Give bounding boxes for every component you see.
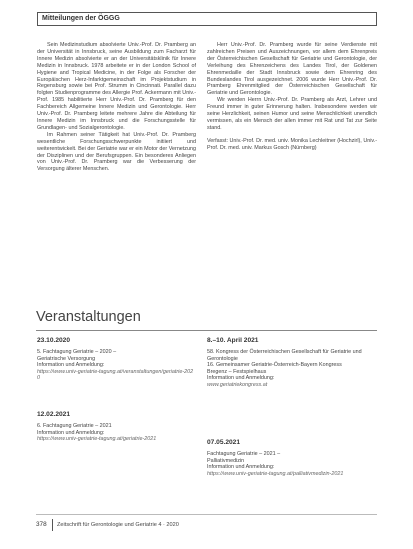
event-link[interactable]: https://www.univ-geriatrie-tagung.at/geriatrie-2021 xyxy=(37,436,157,443)
event-details xyxy=(207,451,377,477)
event-details xyxy=(207,349,377,389)
event-info-label: Information und Anmeldung: xyxy=(207,375,275,382)
event-title: 5. Fachtagung Geriatrie – 2020 – xyxy=(37,349,117,355)
footer-divider xyxy=(36,514,377,515)
event-link[interactable]: www.geriatriekongress.at xyxy=(207,381,268,388)
events-heading: Veranstaltungen xyxy=(36,309,141,325)
event-info-label: Information und Anmeldung: xyxy=(207,464,275,471)
events-divider xyxy=(36,330,377,331)
article-authors: Verfasst: Univ.-Prof. Dr. med. univ. Monika Lechleitner (Hochzirl), Univ.-Prof. Dr. med. univ. Markus Gosch (Nürnberg) xyxy=(207,137,377,151)
event-details xyxy=(37,349,195,382)
article-right-column xyxy=(207,42,377,152)
event-title: 58. Kongress der Österreichischen Gesellschaft für Geriatrie und Gerontologie xyxy=(207,349,362,362)
journal-title: Zeitschrift für Gerontologie und Geriatrie 4 · 2020 xyxy=(57,522,179,528)
event-info-label: Information und Anmeldung: xyxy=(37,362,105,369)
event-details xyxy=(37,423,195,443)
page-number: 378 xyxy=(36,521,47,528)
event-info-label: Information und Anmeldung: xyxy=(37,429,105,436)
footer-separator xyxy=(52,519,53,531)
event-location: Bregenz – Festspielhaus xyxy=(207,368,267,375)
article-paragraph: Wir werden Herrn Univ.-Prof. Dr. Pramberg als Arzt, Lehrer und Freund immer in guter Erinnerung halten. Insbesondere werden wir seine Herzlichkeit, seinen Humor und seine Menschlichkeit unendlich vermissen, als ein Mensch der allen immer mit Rat und Tat zur Seite stand. xyxy=(207,97,377,131)
event-title: Fachtagung Geriatrie – 2021 – xyxy=(207,451,281,457)
event-date: 07.05.2021 xyxy=(207,439,241,446)
event-date: 8.–10. April 2021 xyxy=(207,337,259,344)
event-title: 6. Fachtagung Geriatrie – 2021 xyxy=(37,423,112,429)
event-date: 12.02.2021 xyxy=(37,411,71,418)
event-date: 23.10.2020 xyxy=(37,337,71,344)
article-paragraph: Sein Medizinstudium absolvierte Univ.-Prof. Dr. Pramberg an der Universität in Innsbruck, seine Ausbildung zum Facharzt für Innere Medizin absolvierte er an der Universitätsklinik für Innere Medizin in Innsbruck. 1978 arbeitete er in der London School of Hygiene and Tropical Medicine, in der Folge als Forscher der Europäischen Herz-Infarktgemeinschaft im Projektstudium in Regensburg sowie bei Prof. Strumm in Cincinnati. Parallel dazu folgten Studienprogramme des Allergie Prof. Ackermann mit Univ.-Prof. 1985 habilitierte Herr Univ.-Prof. Dr. Pramberg für den Fachbereich Allgemeine Innere Medizin und Gerontologie. Herr Univ.-Prof. Dr. Pramberg leitete mehrere Jahre die Abteilung für Innere Medizin im Innsbruck und die Forschungsstelle für Grundlagen- und Sozialgerontologie. xyxy=(37,42,196,131)
event-link[interactable]: https://www.univ-geriatrie-tagung.at/veranstaltungen/geriatrie-2020 xyxy=(37,368,194,382)
article-paragraph: Herr Univ.-Prof. Dr. Pramberg wurde für seine Verdienste mit zahlreichen Preisen und Auszeichnungen, vor allem dem Ehrenpreis der Österreichischen Gesellschaft für Geriatrie und Gerontologie, der Verleihung des Ehrenzeichens des Landes Tirol, der Goldenen Ehrenmedaille der Stadt Innsbruck sowie dem Ehrenring des Bundeslandes Tirol ausgezeichnet. 2006 wurde Herr Univ.-Prof. Dr. Pramberg Ehrenmitglied der Österreichischen Gesellschaft für Geriatrie und Gerontologie. xyxy=(207,42,377,97)
event-subtitle: Palliativmedizin xyxy=(207,457,245,464)
event-subtitle: 16. Gemeinsamer Geriatrie-Österreich-Bayern Kongress xyxy=(207,362,342,369)
article-paragraph: Im Rahmen seiner Tätigkeit hat Univ.-Prof. Dr. Pramberg wesentliche Forschungsschwerpunkte initiiert und weiterentwickelt. Bei der Geriatrie war er ein Motor der Vernetzung der Disziplinen und der Berufsgruppen. Ein besonderes Anliegen von Univ.-Prof. Dr. Pramberg war die Verbesserung der Versorgung älterer Menschen. xyxy=(37,131,196,173)
event-subtitle: Geriatrische Versorgung xyxy=(37,355,96,362)
article-left-column xyxy=(37,42,196,173)
section-label: Mitteilungen der ÖGGG xyxy=(42,15,120,22)
event-link[interactable]: https://www.univ-geriatrie-tagung.at/palliativmedizin-2021 xyxy=(207,470,344,477)
